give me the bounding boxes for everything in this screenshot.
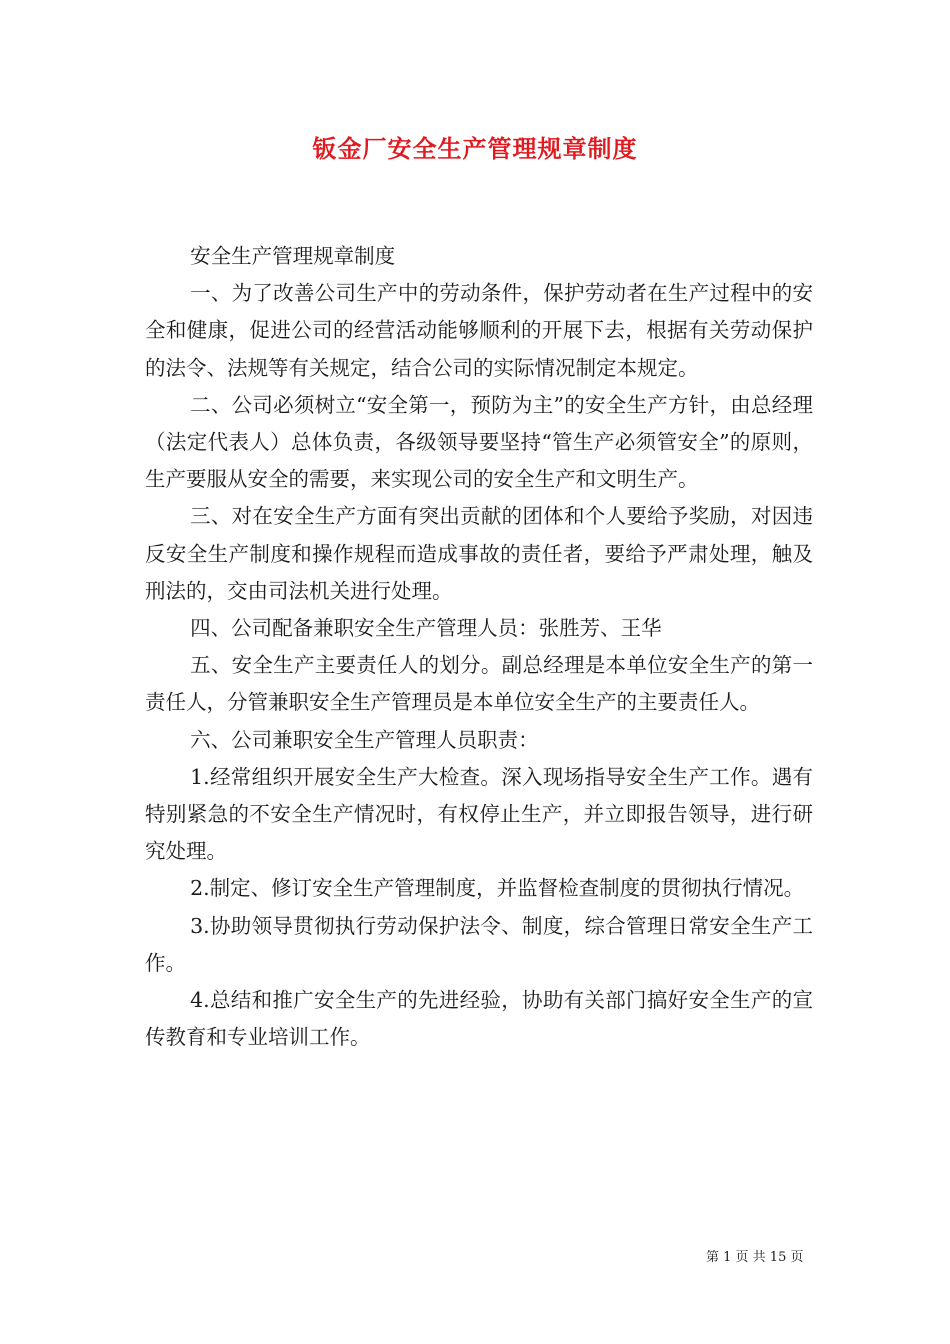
list-item-1: 1.经常组织开展安全生产大检查。深入现场指导安全生产工作。遇有特别紧急的不安全生产情况时，有权停止生产，并立即报告领导，进行研究处理。 — [145, 764, 813, 864]
list-item-4: 4.总结和推广安全生产的先进经验，协助有关部门搞好安全生产的宣传教育和专业培训工作。 — [145, 988, 813, 1050]
paragraph-2: 二、公司必须树立“安全第一，预防为主”的安全生产方针，由总经理（法定代表人）总体负责，各级领导要坚持“管生产必须管安全”的原则，生产要服从安全的需要，来实现公司的安全生产和文明生产。 — [145, 392, 813, 492]
paragraph-4: 四、公司配备兼职安全生产管理人员：张胜芳、王华 — [190, 616, 662, 641]
list-item-2: 2.制定、修订安全生产管理制度，并监督检查制度的贯彻执行情况。 — [190, 876, 805, 901]
paragraph-6: 六、公司兼职安全生产管理人员职责： — [190, 727, 539, 752]
section-heading: 安全生产管理规章制度 — [190, 244, 396, 268]
document-body — [145, 238, 813, 1056]
paragraph-5: 五、安全生产主要责任人的划分。副总经理是本单位安全生产的第一责任人，分管兼职安全生产管理员是本单位安全生产的主要责任人。 — [145, 653, 813, 715]
list-item-3: 3.协助领导贯彻执行劳动保护法令、制度，综合管理日常安全生产工作。 — [145, 913, 813, 975]
paragraph-1: 一、为了改善公司生产中的劳动条件，保护劳动者在生产过程中的安全和健康，促进公司的经营活动能够顺利的开展下去，根据有关劳动保护的法令、法规等有关规定，结合公司的实际情况制定本规定。 — [145, 281, 813, 380]
document-title: 钣金厂安全生产管理规章制度 — [312, 134, 638, 163]
page-number: 第 1 页 共 15 页 — [706, 1250, 804, 1265]
paragraph-3: 三、对在安全生产方面有突出贡献的团体和个人要给予奖励，对因违反安全生产制度和操作规程而造成事故的责任者，要给予严肃处理，触及刑法的，交由司法机关进行处理。 — [145, 504, 813, 603]
